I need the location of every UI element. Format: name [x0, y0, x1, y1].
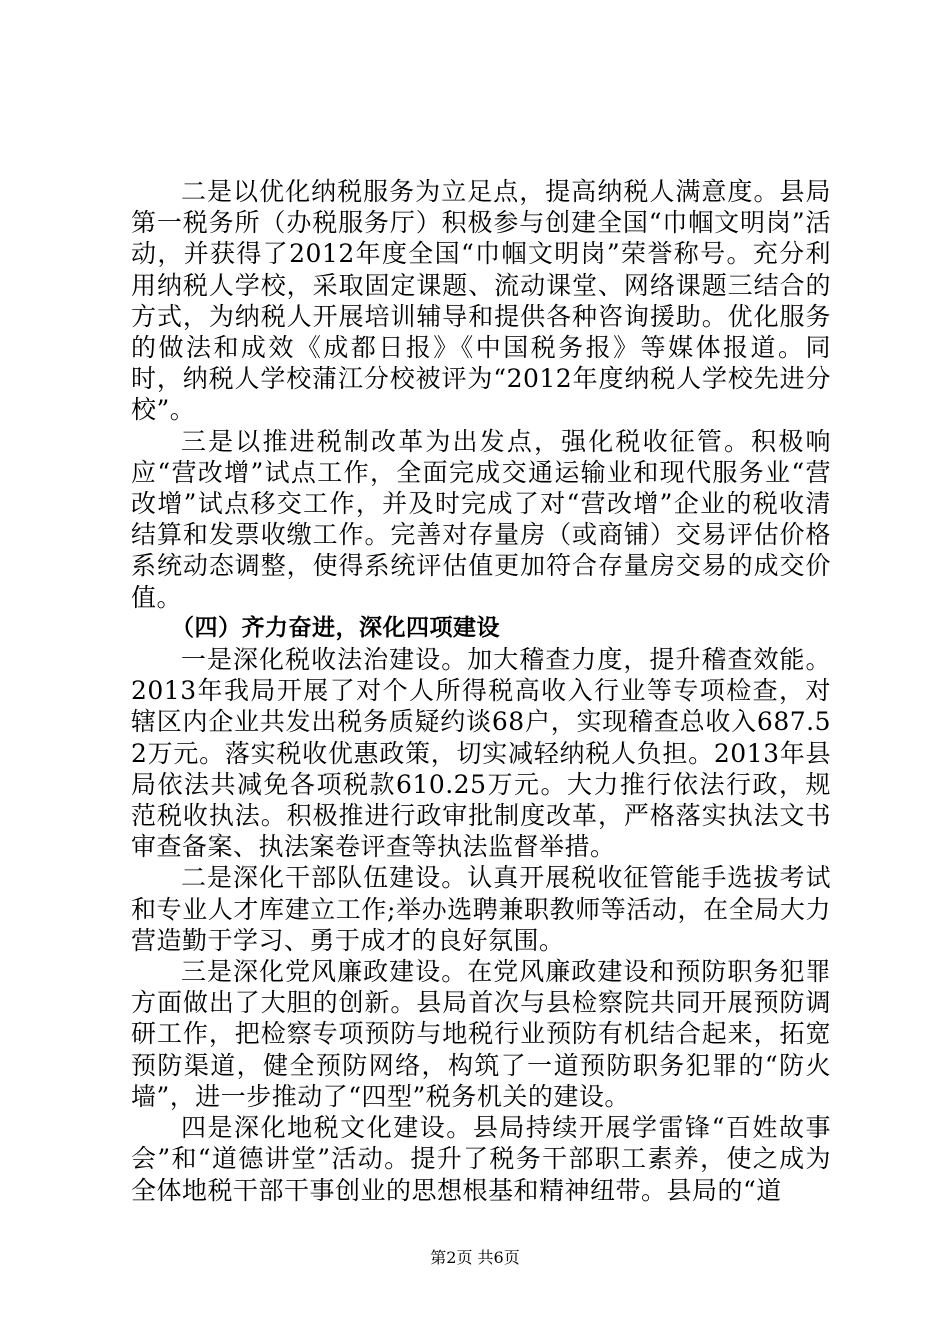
- paragraph-cadre: 二是深化干部队伍建设。认真开展税收征管能手选拔考试和专业人才库建立工作;举办选聘兼职教师等活动，在全局大力营造勤于学习、勇于成才的良好氛围。: [131, 863, 831, 955]
- document-body: [131, 176, 831, 1206]
- paragraph-service: 二是以优化纳税服务为立足点，提高纳税人满意度。县局第一税务所（办税服务厅）积极参与创建全国“巾帼文明岗”活动，并获得了2012年度全国“巾帼文明岗”荣誉称号。充分利用纳税人学校，采取固定课题、流动课堂、网络课题三结合的方式，为纳税人开展培训辅导和提供各种咨询援助。优化服务的做法和成效《成都日报》《中国税务报》等媒体报道。同时，纳税人学校蒲江分校被评为“2012年度纳税人学校先进分校”。: [131, 177, 831, 425]
- section-heading: （四）齐力奋进，深化四项建设: [171, 614, 500, 641]
- paragraph-rule-of-law: 一是深化税收法治建设。加大稽查力度，提升稽查效能。2013年我局开展了对个人所得税高收入行业等专项检查，对辖区内企业共发出税务质疑约谈68户，实现稽查总收入687.52万元。落实税收优惠政策，切实减轻纳税人负担。2013年县局依法共减免各项税款610.25万元。大力推行依法行政，规范税收执法。积极推进行政审批制度改革，严格落实执法文书审查备案、执法案卷评查等执法监督举措。: [131, 645, 831, 862]
- paragraph-culture: 四是深化地税文化建设。县局持续开展学雷锋“百姓故事会”和“道德讲堂”活动。提升了税务干部职工素养，使之成为全体地税干部干事创业的思想根基和精神纽带。县局的“道: [131, 1113, 831, 1205]
- paragraph-integrity: 三是深化党风廉政建设。在党风廉政建设和预防职务犯罪方面做出了大胆的创新。县局首次与县检察院共同开展预防调研工作，把检察专项预防与地税行业预防有机结合起来，拓宽预防渠道，健全预防网络，构筑了一道预防职务犯罪的“防火墙”，进一步推动了“四型”税务机关的建设。: [131, 957, 831, 1111]
- page-footer: 第2页 共6页: [430, 1248, 520, 1267]
- paragraph-tax-reform: 三是以推进税制改革为出发点，强化税收征管。积极响应“营改增”试点工作，全面完成交通运输业和现代服务业“营改增”试点移交工作，并及时完成了对“营改增”企业的税收清结算和发票收缴工作。完善对存量房（或商铺）交易评估价格系统动态调整，使得系统评估值更加符合存量房交易的成交价值。: [131, 426, 831, 612]
